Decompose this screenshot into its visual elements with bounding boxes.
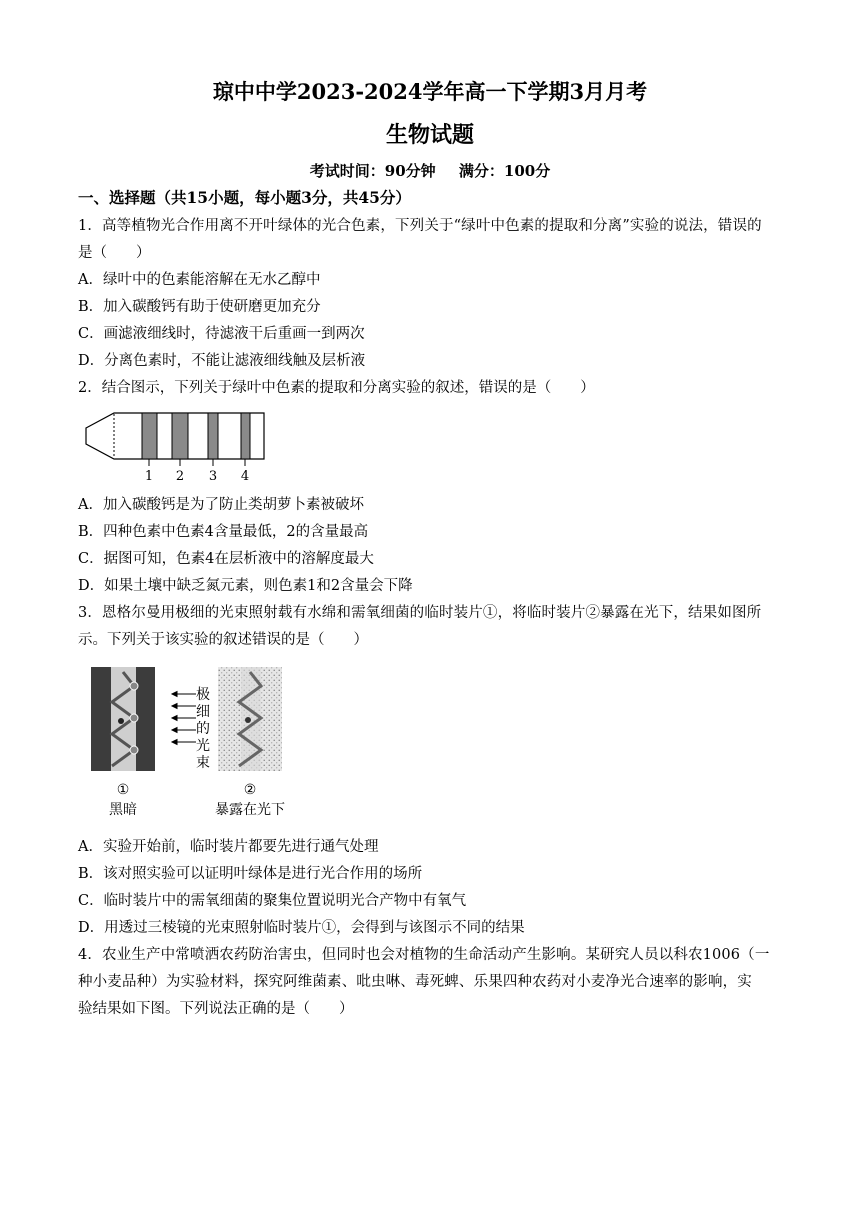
q4-stem-line1: 4．农业生产中常喷洒农药防治害虫，但同时也会对植物的生命活动产生影响。某研究人员以科农1006（一 [78,947,770,963]
beam-label-char-1: 极 [196,687,210,703]
section-heading: 一、选择题（共15小题，每小题3分，共45分） [78,188,411,207]
slide-1-number: ① [116,782,130,798]
band-label-3: 3 [208,469,218,484]
full-score: 满分：100分 [458,162,551,180]
q1-option-c: C．画滤液细线时，待滤液干后重画一到两次 [78,326,365,342]
q3-stem-line2: 示。下列关于该实验的叙述错误的是（ ） [78,632,368,648]
q1-option-a: A．绿叶中的色素能溶解在无水乙醇中 [78,272,321,288]
q1-stem-line2: 是（ ） [78,245,151,261]
band-label-1: 1 [144,469,154,484]
q2-option-b: B．四种色素中色素4含量最低，2的含量最高 [78,524,369,540]
q2-option-a: A．加入碳酸钙是为了防止类胡萝卜素被破坏 [78,497,364,513]
exam-title: 琼中中学2023-2024学年高一下学期3月月考 [212,79,648,104]
q1-option-d: D．分离色素时，不能让滤液细线触及层析液 [78,353,366,369]
q4-stem-line2: 种小麦品种）为实验材料，探究阿维菌素、吡虫啉、毒死蜱、乐果四种农药对小麦净光合速率的影响，实 [78,974,752,990]
beam-label-char-4: 光 [196,738,210,754]
q3-stem-line1: 3．恩格尔曼用极细的光束照射载有水绵和需氧细菌的临时装片①，将临时装片②暴露在光下，结果如图所 [78,605,762,621]
light-beam-arrows [172,692,196,745]
pigment-band-1 [142,413,157,459]
q3-option-c: C．临时装片中的需氧细菌的聚集位置说明光合产物中有氧气 [78,893,467,909]
q2-stem: 2．结合图示，下列关于绿叶中色素的提取和分离实验的叙述，错误的是（ ） [78,380,595,396]
subject-title: 生物试题 [385,122,474,148]
slide-2-number: ② [243,782,257,798]
engelmann-experiment-figure [88,664,298,822]
q3-option-a: A．实验开始前，临时装片都要先进行通气处理 [78,839,379,855]
q1-option-b: B．加入碳酸钙有助于使研磨更加充分 [78,299,321,315]
beam-label-char-3: 的 [196,721,210,737]
band-label-4: 4 [240,469,250,484]
slide-1-bacteria-cluster [130,682,138,690]
beam-label-char-5: 束 [196,755,210,771]
q3-option-d: D．用透过三棱镜的光束照射临时装片①，会得到与该图示不同的结果 [78,920,525,936]
beam-label-char-2: 细 [196,704,210,720]
q2-option-c: C．据图可知，色素4在层析液中的溶解度最大 [78,551,374,567]
q1-stem-line1: 1．高等植物光合作用离不开叶绿体的光合色素，下列关于“绿叶中色素的提取和分离”实验的说法，错误的 [78,218,762,234]
pigment-band-2 [172,413,188,459]
slide-1-label: 黑暗 [109,802,137,818]
pigment-band-4 [241,413,250,459]
q4-stem-line3: 验结果如下图。下列说法正确的是（ ） [78,1001,354,1017]
exam-time: 考试时间：90分钟 [309,162,436,180]
q3-option-b: B．该对照实验可以证明叶绿体是进行光合作用的场所 [78,866,423,882]
q2-option-d: D．如果土壤中缺乏氮元素，则色素1和2含量会下降 [78,578,413,594]
exam-meta [0,160,860,181]
chromatography-strip-figure [80,406,280,486]
pigment-band-3 [208,413,218,459]
slide-2-label: 暴露在光下 [215,802,285,818]
band-label-2: 2 [175,469,185,484]
